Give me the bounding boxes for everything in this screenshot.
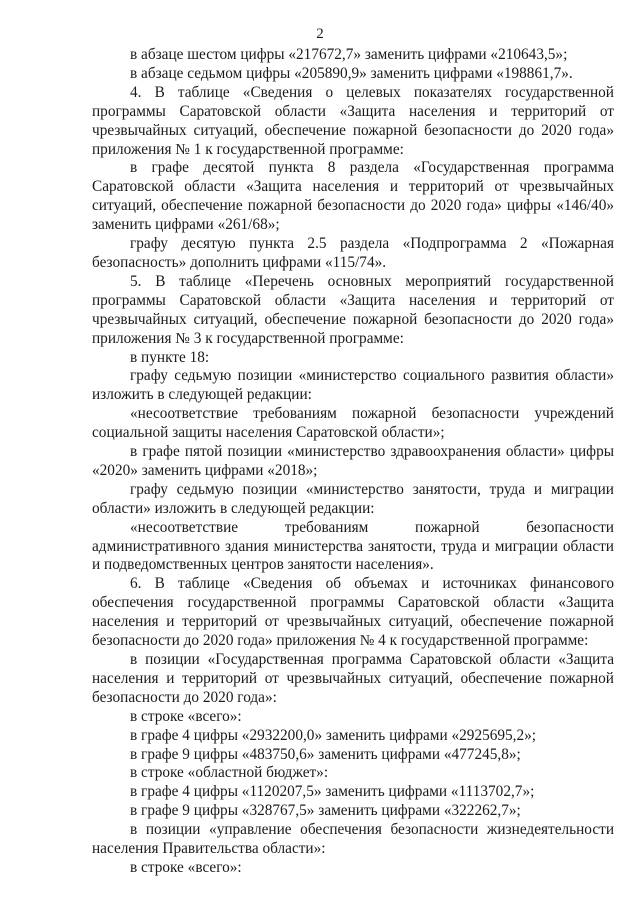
paragraph: в графе 9 цифры «328767,5» заменить цифрами «322262,7»; xyxy=(130,802,521,820)
paragraph: 5. В таблице «Перечень основных мероприятий государственной программы Саратовской области «Защита населения и территорий от чрезвычайных ситуаций, обеспечение пожарной безопасности до 2020 года» приложения № 3 к государственной программе: xyxy=(92,272,614,347)
paragraph: в графе десятой пункта 8 раздела «Государственная программа Саратовской области «Защита населения и территорий от чрезвычайных ситуаций, обеспечение пожарной безопасности до 2020 года» цифры «146/40» заменить цифрами «261/68»; xyxy=(92,159,614,234)
paragraph: графу десятую пункта 2.5 раздела «Подпрограмма 2 «Пожарная безопасность» дополнить цифрами «115/74». xyxy=(92,235,614,271)
paragraph: в строке «всего»: xyxy=(130,858,242,876)
paragraph: в строке «всего»: xyxy=(130,707,242,725)
paragraph: в позиции «Государственная программа Саратовской области «Защита населения и территорий от чрезвычайных ситуаций, обеспечение пожарной безопасности до 2020 года»: xyxy=(92,651,614,706)
paragraph: графу седьмую позиции «министерство занятости, труда и миграции области» изложить в следующей редакции: xyxy=(92,480,614,517)
paragraph: в графе 9 цифры «483750,6» заменить цифрами «477245,8»; xyxy=(130,745,521,763)
page-number: 2 xyxy=(316,26,324,42)
paragraph: «несоответствие требованиям пожарной безопасности учреждений социальной защиты населения Саратовской области»; xyxy=(92,405,614,442)
paragraph: в строке «областной бюджет»: xyxy=(130,764,329,782)
paragraph: графу седьмую позиции «министерство социального развития области» изложить в следующей редакции: xyxy=(92,367,614,404)
paragraph: в абзаце шестом цифры «217672,7» заменить цифрами «210643,5»; xyxy=(130,46,568,63)
paragraph: в пункте 18: xyxy=(130,348,210,366)
paragraph: в графе 4 цифры «1120207,5» заменить цифрами «1113702,7»; xyxy=(130,783,535,801)
document-body xyxy=(92,46,614,878)
paragraph: в графе 4 цифры «2932200,0» заменить цифрами «2925695,2»; xyxy=(130,726,537,744)
paragraph: 6. В таблице «Сведения об объемах и источниках финансового обеспечения государственной программы Саратовской области «Защита населения и территорий от чрезвычайных ситуаций, обеспечение пожарной безопасности до 2020 года» приложения № 4 к государственной программе: xyxy=(92,575,614,650)
paragraph: в абзаце седьмом цифры «205890,9» заменить цифрами «198861,7». xyxy=(130,64,573,82)
paragraph: 4. В таблице «Сведения о целевых показателях государственной программы Саратовской области «Защита населения и территорий от чрезвычайных ситуаций, обеспечение пожарной безопасности до 2020 года» приложения № 1 к государственной программе: xyxy=(92,83,614,158)
paragraph: «несоответствие требованиям пожарной безопасности административного здания министерства занятости, труда и миграции области и подведомственных центров занятости населения». xyxy=(92,518,614,574)
paragraph: в графе пятой позиции «министерство здравоохранения области» цифры «2020» заменить цифрами «2018»; xyxy=(92,443,614,479)
paragraph: в позиции «управление обеспечения безопасности жизнедеятельности населения Правительства области»: xyxy=(92,821,614,858)
